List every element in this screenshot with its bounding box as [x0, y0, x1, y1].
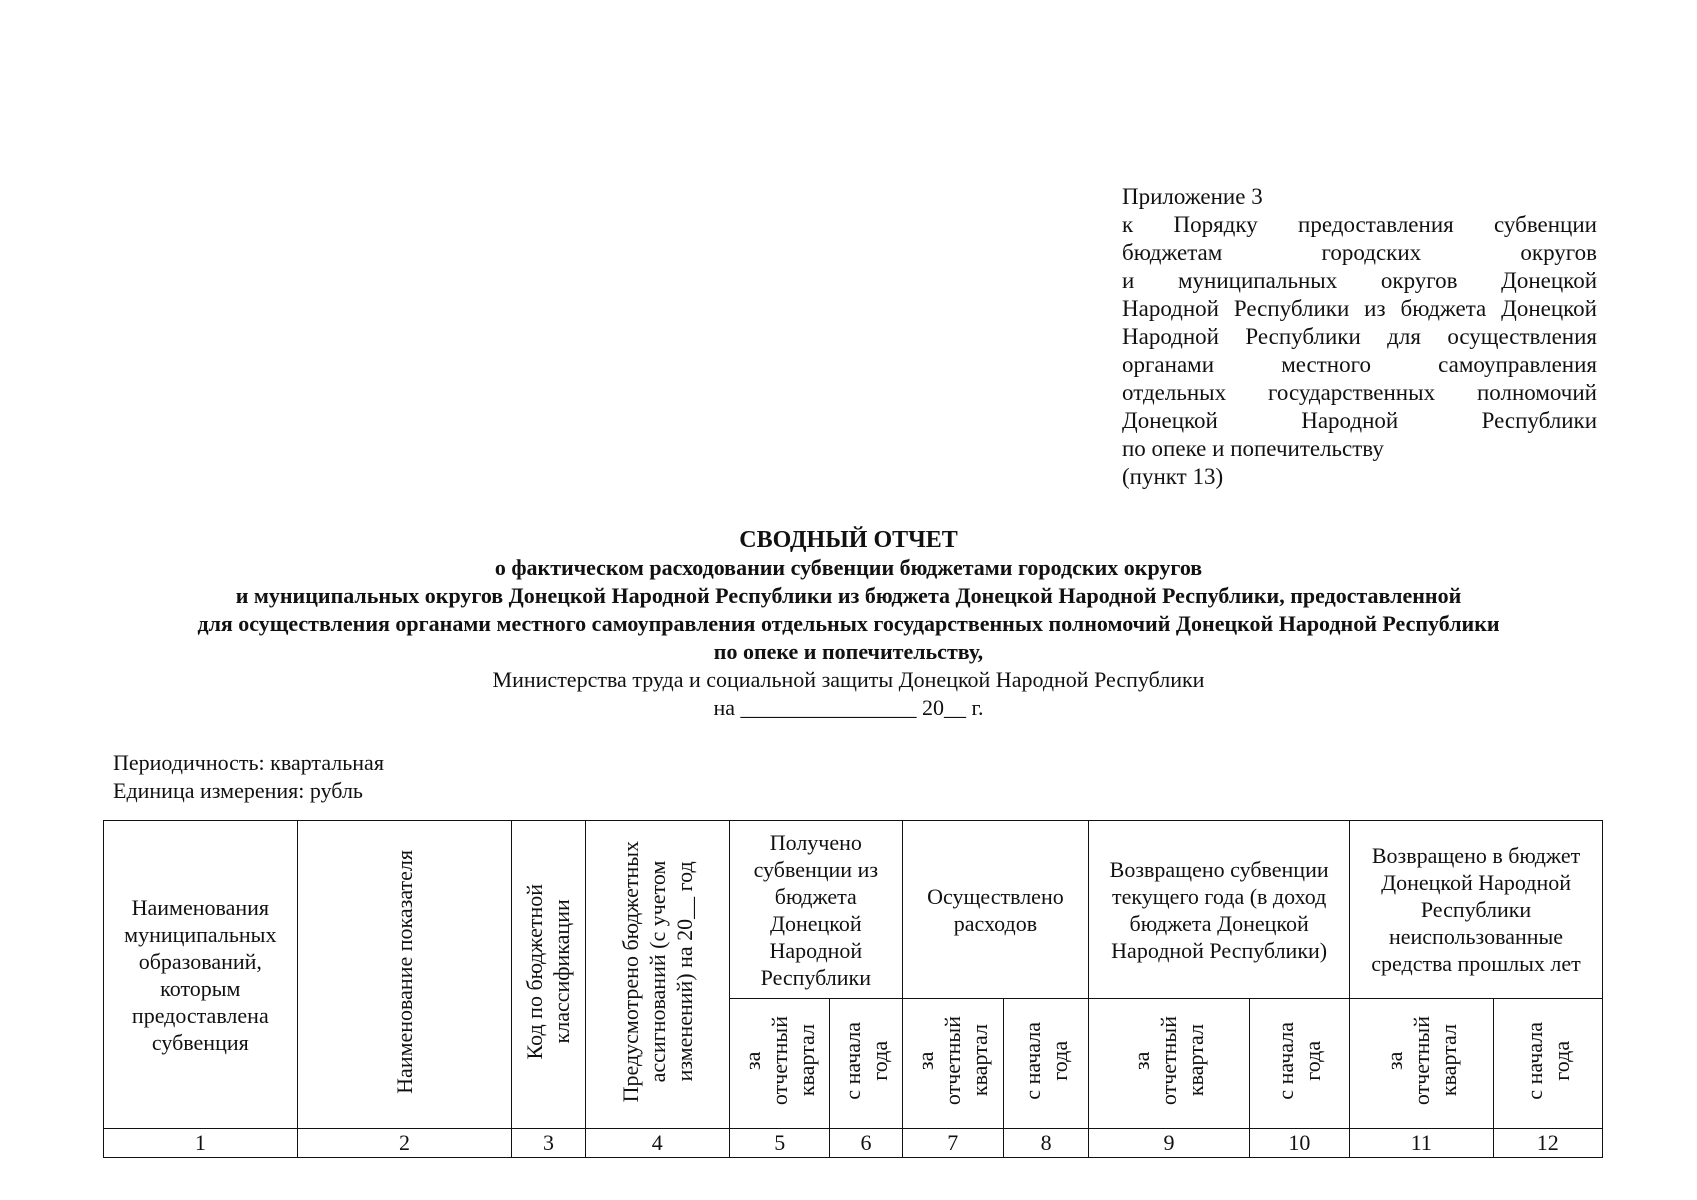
annex-line: по опеке и попечительству [1122, 436, 1384, 461]
table-column-number-row [104, 1129, 1603, 1158]
annex-line: органами местного самоуправления [1122, 352, 1597, 377]
date-prefix: на [713, 695, 735, 720]
date-blank: ________________ [740, 695, 917, 720]
header-group-returned-past: Возвращено в бюджет Донецкой Народной Республики неиспользованные средства прошлых лет [1350, 821, 1603, 999]
annex-line: к Порядку предоставления субвенции [1122, 212, 1597, 237]
report-meta [113, 749, 384, 805]
subheader-quarter: за отчетный квартал [730, 999, 830, 1129]
subheader-quarter: за отчетный квартал [1089, 999, 1250, 1129]
report-table [103, 820, 1603, 1158]
annex-line: (пункт 13) [1122, 464, 1224, 489]
report-title: СВОДНЫЙ ОТЧЕТ [739, 527, 958, 553]
column-number: 8 [1003, 1129, 1088, 1158]
column-number: 9 [1089, 1129, 1250, 1158]
annex-line: Народной Республики из бюджета Донецкой [1122, 296, 1597, 321]
header-municipalities: Наименования муниципальных образований, которым предоставлена субвенция [104, 821, 298, 1129]
column-number: 2 [297, 1129, 512, 1158]
annex-line: Народной Республики для осуществления [1122, 324, 1597, 349]
annex-line: и муниципальных округов Донецкой [1122, 268, 1597, 293]
header-group-received: Получено субвенции из бюджета Донецкой Народной Республики [730, 821, 903, 999]
column-number: 10 [1249, 1129, 1349, 1158]
report-date-line [0, 694, 1697, 722]
report-subtitle-line: и муниципальных округов Донецкой Народной Республики из бюджета Донецкой Народной Республики, предоставленной [235, 583, 1462, 608]
report-subtitle-line: для осуществления органами местного самоуправления отдельных государственных полномочий Донецкой Народной Республики [197, 611, 1500, 636]
report-subtitle-line: по опеке и попечительству, [713, 639, 984, 664]
column-number: 11 [1350, 1129, 1493, 1158]
column-number: 12 [1493, 1129, 1602, 1158]
annex-block [1122, 183, 1597, 491]
subheader-year: с начала года [1003, 999, 1088, 1129]
subheader-year: с начала года [1493, 999, 1602, 1129]
column-number: 1 [104, 1129, 298, 1158]
header-budget-code: Код по бюджетной классификации [512, 821, 585, 1129]
column-number: 6 [830, 1129, 902, 1158]
header-group-spent: Осуществлено расходов [902, 821, 1089, 999]
column-number: 5 [730, 1129, 830, 1158]
subheader-quarter: за отчетный квартал [1350, 999, 1493, 1129]
subheader-quarter: за отчетный квартал [902, 999, 1003, 1129]
annex-line: отдельных государственных полномочий [1122, 380, 1597, 405]
report-title-block [0, 526, 1697, 722]
column-number: 3 [512, 1129, 585, 1158]
column-number: 7 [902, 1129, 1003, 1158]
ministry-line: Министерства труда и социальной защиты Донецкой Народной Республики [492, 667, 1205, 692]
annex-line: Донецкой Народной Республики [1122, 408, 1597, 433]
header-planned-allocations: Предусмотрено бюджетных ассигнований (с учетом изменений) на 20__ год [585, 821, 729, 1129]
annex-line: Приложение 3 [1122, 184, 1263, 209]
column-number: 4 [585, 1129, 729, 1158]
header-indicator-name: Наименование показателя [297, 821, 512, 1129]
header-group-returned-current: Возвращено субвенции текущего года (в доход бюджета Донецкой Народной Республики) [1089, 821, 1350, 999]
annex-line: бюджетам городских округов [1122, 240, 1597, 265]
subheader-year: с начала года [1249, 999, 1349, 1129]
unit-label: Единица измерения: рубль [113, 778, 363, 803]
date-suffix: г. [971, 695, 984, 720]
periodicity-label: Периодичность: квартальная [113, 750, 384, 775]
report-subtitle-line: о фактическом расходовании субвенции бюджетами городских округов [494, 555, 1203, 580]
table-header-row [104, 821, 1603, 999]
subheader-year: с начала года [830, 999, 902, 1129]
date-year: 20__ [922, 695, 966, 720]
